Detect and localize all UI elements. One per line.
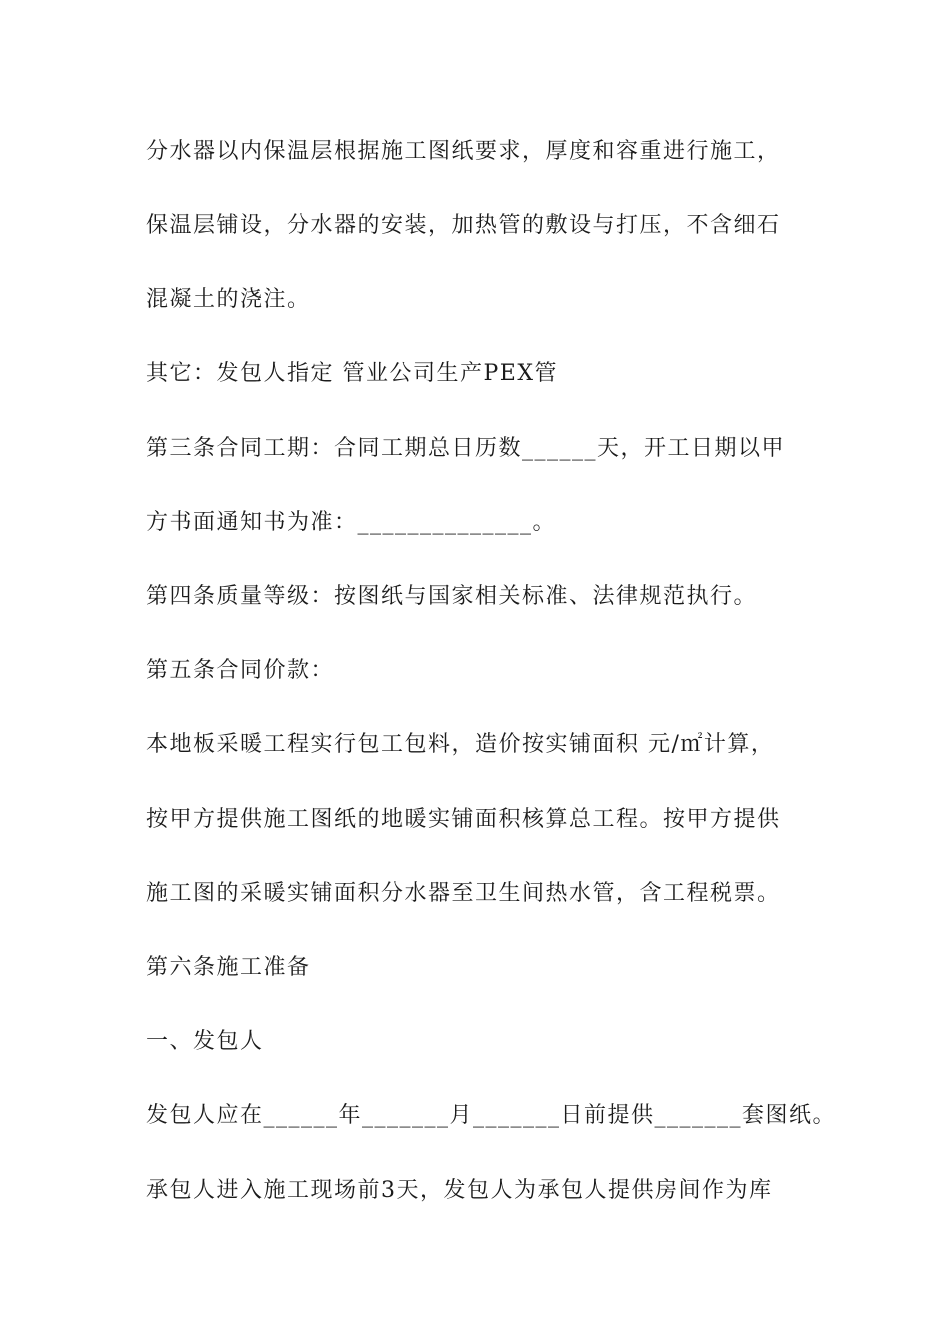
section-heading-contract-price: 第五条合同价款：: [146, 658, 335, 683]
paragraph-line: 混凝土的浇注。: [146, 287, 311, 312]
paragraph-line: 施工图的采暖实铺面积分水器至卫生间热水管，含工程税票。: [146, 881, 781, 906]
paragraph-line: 分水器以内保温层根据施工图纸要求，厚度和容重进行施工，: [146, 139, 781, 164]
paragraph-line: 发包人应在______年_______月_______日前提供_______套图纸。: [146, 1103, 837, 1128]
subsection-heading-employer: 一、发包人: [146, 1029, 264, 1054]
paragraph-line: 保温层铺设，分水器的安装，加热管的敷设与打压，不含细石: [146, 213, 781, 238]
paragraph-line: 本地板采暖工程实行包工包料，造价按实铺面积 元/㎡计算，: [146, 732, 775, 757]
paragraph-line: 方书面通知书为准：______________。: [146, 510, 557, 535]
paragraph-line: 承包人进入施工现场前3天，发包人为承包人提供房间作为库: [146, 1178, 773, 1203]
section-heading-preparation: 第六条施工准备: [146, 955, 311, 980]
paragraph-line: 按甲方提供施工图纸的地暖实铺面积核算总工程。按甲方提供: [146, 807, 781, 832]
section-heading-contract-period: 第三条合同工期：合同工期总日历数______天，开工日期以甲: [146, 436, 786, 461]
section-heading-quality-grade: 第四条质量等级：按图纸与国家相关标准、法律规范执行。: [146, 584, 758, 609]
paragraph-line: 其它：发包人指定 管业公司生产PEX管: [146, 361, 559, 386]
